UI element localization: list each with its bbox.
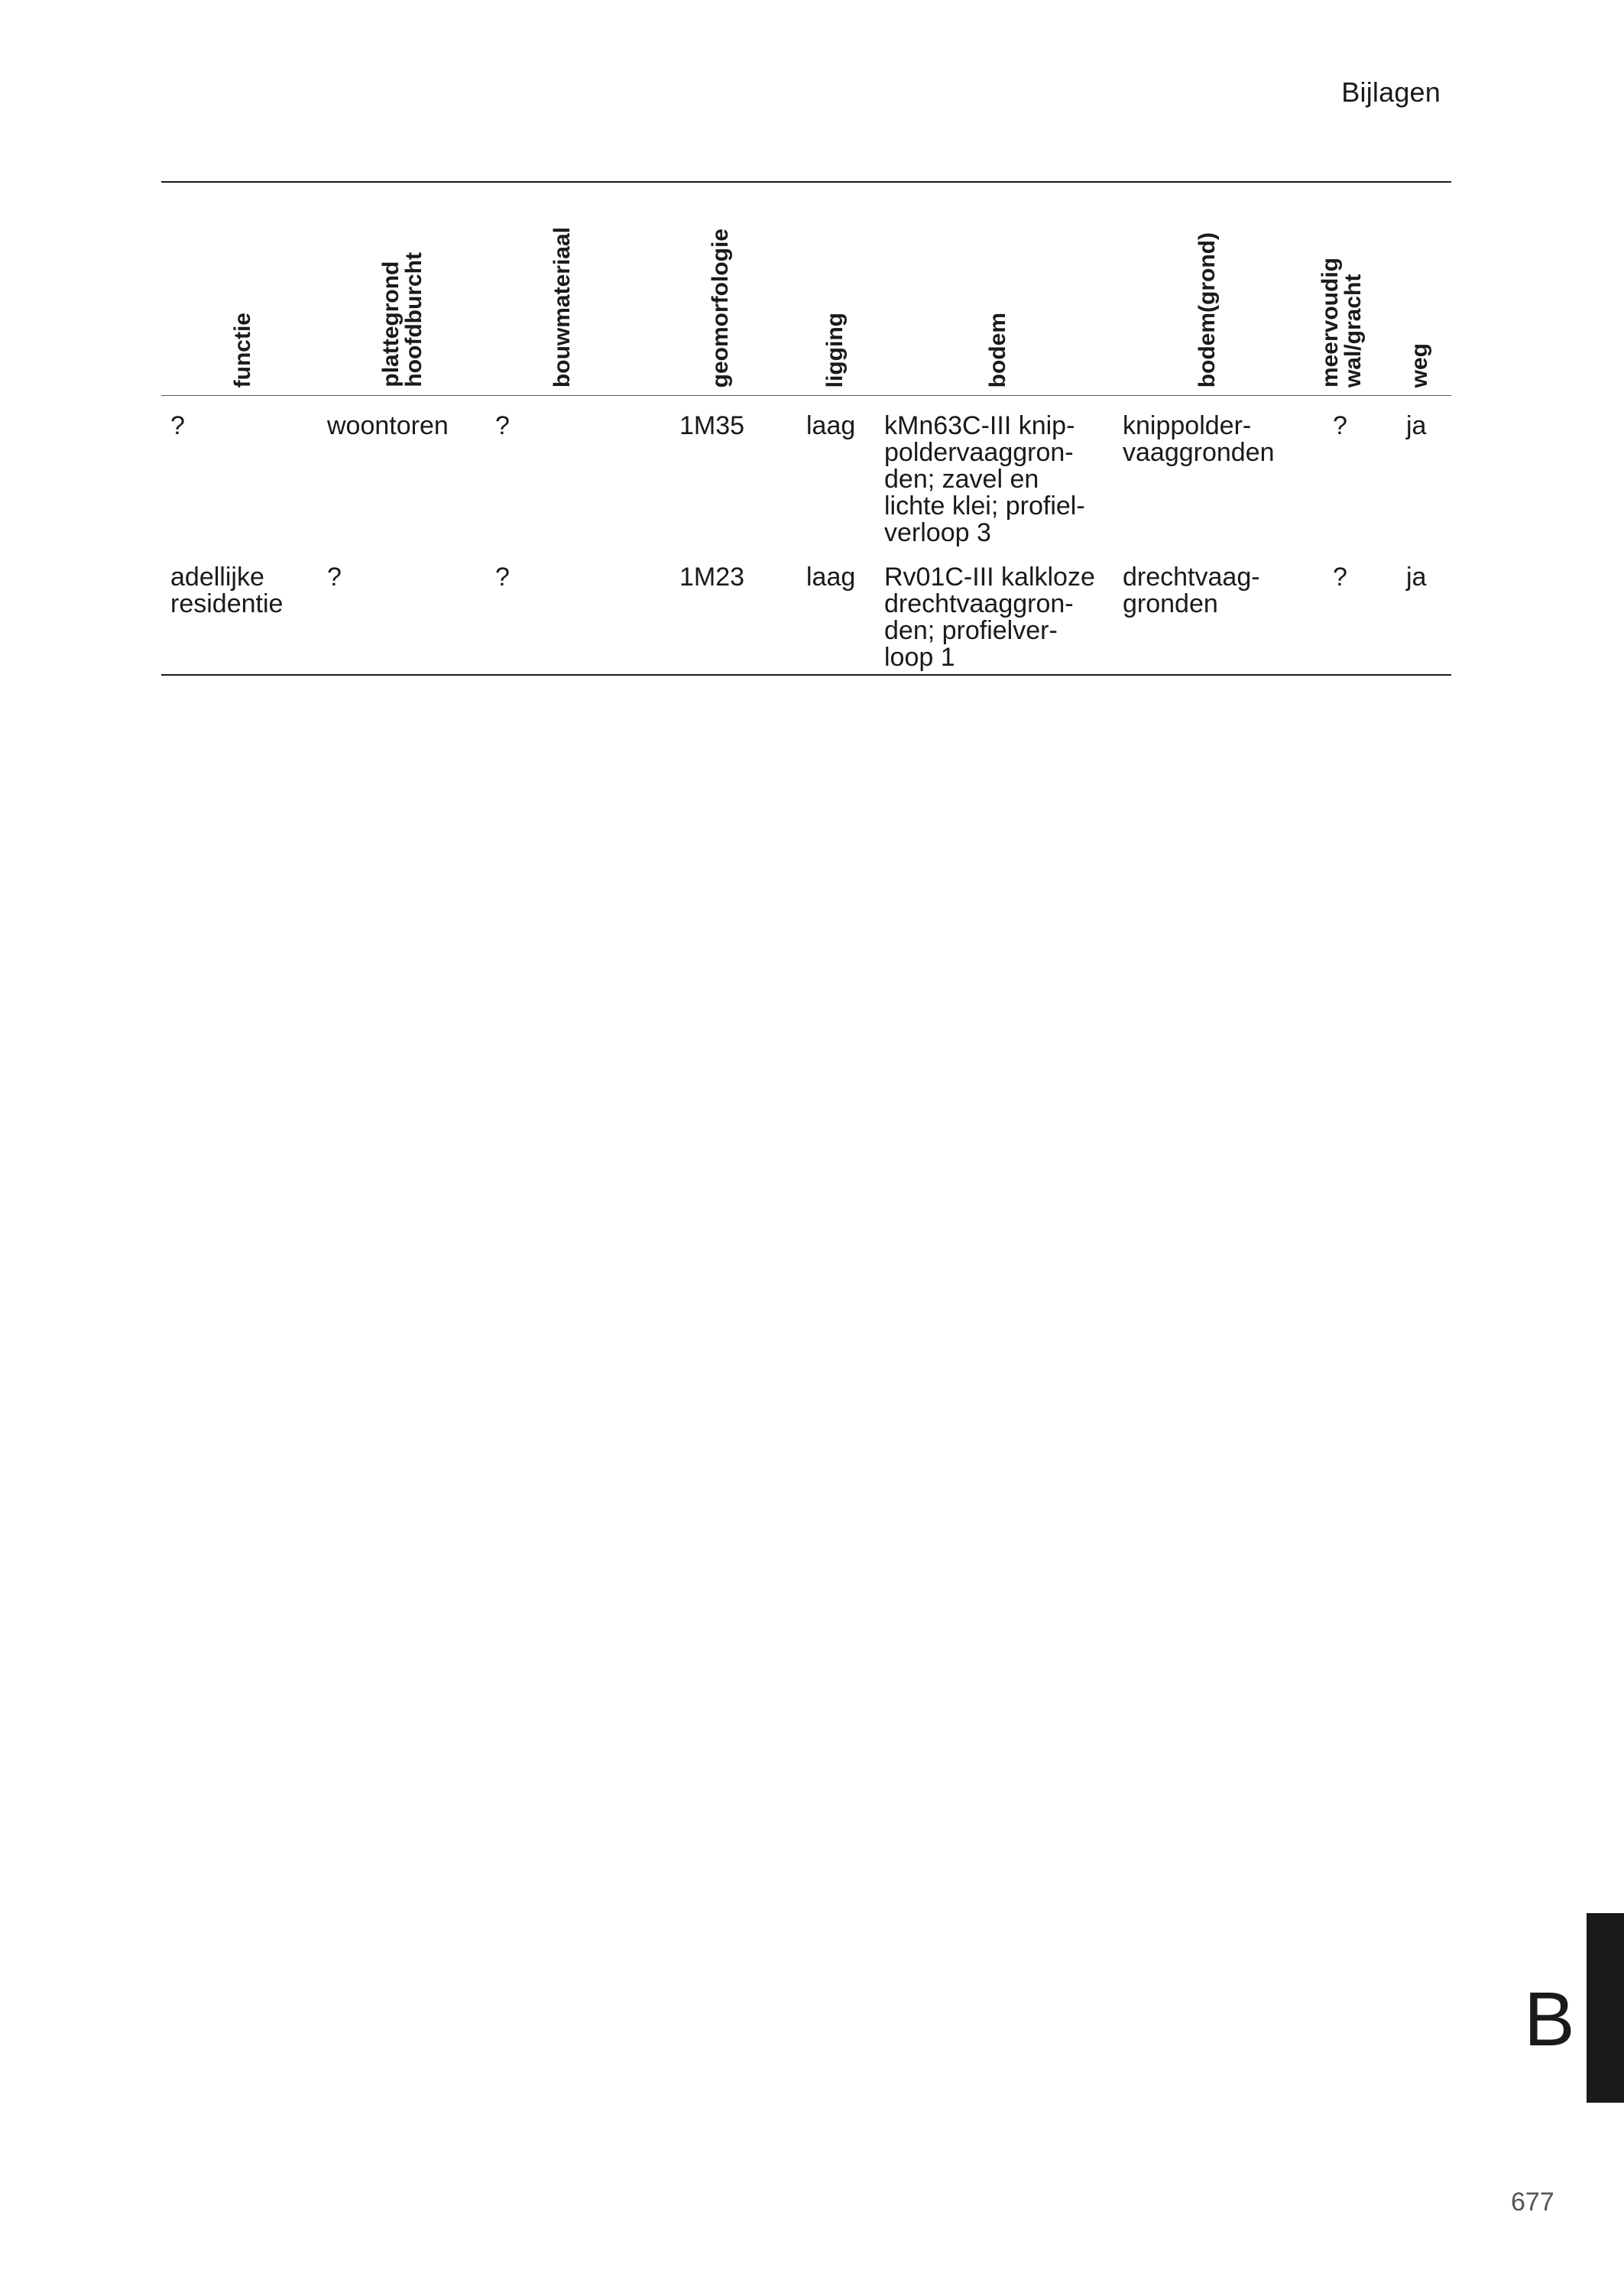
- cell-geomorfologie: 1M35: [679, 411, 745, 440]
- cell-bodem: Rv01C-III kalkloze drechtvaaggron- den; profielver- loop 1: [884, 563, 1095, 672]
- cell-functie: adellijke residentie: [170, 563, 284, 618]
- cell-ligging: laag: [806, 563, 856, 592]
- cell-bodem: kMn63C-III knip- poldervaaggron- den; zavel en lichte klei; profiel- verloop 3: [884, 411, 1085, 547]
- cell-ligging: laag: [806, 411, 856, 440]
- running-head: Bijlagen: [1341, 76, 1441, 108]
- cell-meervoudig: ?: [1333, 411, 1347, 440]
- cell-plattegrond: woontoren: [327, 411, 449, 440]
- header-ligging: ligging: [822, 312, 848, 388]
- header-weg: weg: [1407, 342, 1432, 388]
- cell-bodem-grond: drechtvaag- gronden: [1123, 563, 1260, 618]
- page-number: 677: [1511, 2188, 1554, 2217]
- cell-plattegrond: ?: [327, 563, 342, 592]
- cell-weg: ja: [1406, 563, 1427, 592]
- cell-weg: ja: [1406, 411, 1427, 440]
- header-plattegrond-hoofdburcht: plattegrond hoofdburcht: [378, 252, 426, 388]
- table-row: [161, 547, 1451, 674]
- cell-functie: ?: [170, 411, 185, 440]
- cell-bouwmateriaal: ?: [495, 563, 510, 592]
- cell-bouwmateriaal: ?: [495, 411, 510, 440]
- section-letter: B: [1524, 1977, 1575, 2062]
- data-table: [161, 181, 1451, 676]
- table-body: [161, 396, 1451, 674]
- header-bouwmateriaal: bouwmateriaal: [549, 226, 575, 388]
- cell-geomorfologie: 1M23: [679, 563, 745, 592]
- table-header-row: [161, 183, 1451, 395]
- header-geomorfologie: geomorfologie: [708, 228, 733, 388]
- table-row: [161, 396, 1451, 547]
- table-bottom-rule: [161, 674, 1451, 676]
- header-bodem-grond: bodem(grond): [1194, 232, 1220, 388]
- header-bodem: bodem: [985, 312, 1010, 388]
- header-meervoudig-wal-gracht: meervoudig wal/gracht: [1318, 257, 1366, 388]
- header-functie: functie: [230, 312, 255, 388]
- cell-bodem-grond: knippolder- vaaggronden: [1123, 411, 1275, 467]
- cell-meervoudig: ?: [1333, 563, 1347, 592]
- section-tab-marker: [1587, 1913, 1624, 2103]
